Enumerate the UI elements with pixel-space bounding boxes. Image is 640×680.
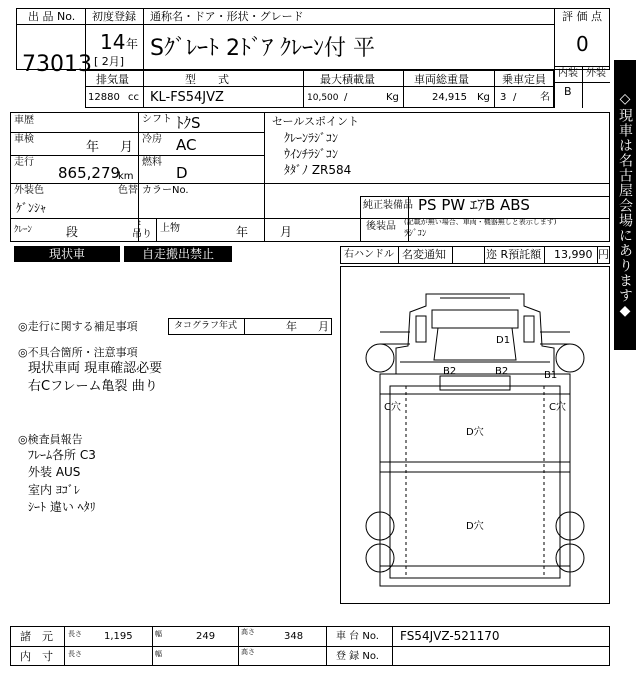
registration-label: 登 録 No.	[336, 651, 379, 662]
max-load-unit: Kg	[386, 92, 399, 103]
upper-label: 上物	[160, 223, 180, 234]
damage-b2-left: B2	[443, 366, 457, 377]
inner-dims-label: 内 寸	[20, 650, 53, 663]
deposit-value: 13,990	[554, 248, 593, 261]
current-status-badge: 現状車	[14, 246, 120, 262]
height-label: 高さ	[241, 628, 255, 636]
fuel-label: 燃料	[142, 157, 162, 168]
chassis-label: 車 台 No.	[336, 631, 379, 642]
displacement-label: 排気量	[96, 73, 129, 86]
width-label: 幅	[155, 630, 162, 638]
tachograph-month-unit: 月	[318, 320, 329, 333]
crane-ton-top: t	[138, 219, 141, 227]
color-value: ｹﾞﾝｼｬ	[16, 201, 47, 215]
inner-length-label: 長さ	[68, 650, 82, 658]
defect-1: 現状車両 現車確認必要	[28, 361, 163, 376]
history-label: 車歴	[14, 115, 34, 126]
inspector-line-3: 室内 ﾖｺﾞﾚ	[28, 483, 80, 497]
model-name: Sｸﾞﾚｰﾄ 2ﾄﾞｱ ｸﾚｰﾝ付 平	[150, 36, 375, 61]
damage-b1: B1	[544, 370, 558, 381]
right-handle-label: 右ハンドル	[344, 249, 394, 260]
lot-number: 73013	[22, 52, 92, 77]
max-load-value: 10,500	[307, 93, 339, 103]
aftermarket-value: ﾗｼﾞｺﾝ	[404, 229, 427, 239]
aftermarket-note: (記載が無い場合、車両・機器無しと表示します)	[404, 218, 557, 226]
capacity-unit: 名	[540, 92, 550, 103]
fuel-value: D	[176, 164, 188, 182]
ac-value: AC	[176, 136, 197, 154]
inspector-line-1: ﾌﾚｰﾑ各所 C3	[28, 448, 96, 462]
first-reg-label: 初度登録	[92, 10, 136, 23]
interior-label: 内装	[558, 68, 578, 79]
color-label: 外装色	[14, 185, 44, 196]
damage-d-upper: D穴	[466, 427, 484, 438]
exterior-label: 外装	[586, 68, 606, 79]
inner-width-label: 幅	[155, 650, 162, 658]
gross-weight-value: 24,915	[432, 92, 467, 103]
sales-point-1: ｸﾚｰﾝﾗｼﾞｺﾝ	[284, 131, 339, 145]
name-label: 通称名・ドア・形状・グレード	[150, 10, 304, 23]
tachograph-year-unit: 年	[286, 320, 297, 333]
upper-month-unit: 月	[280, 225, 293, 239]
crane-stage-unit: 段	[66, 225, 79, 239]
mileage-unit: km	[118, 171, 134, 182]
inspector-title: ◎検査員報告	[18, 433, 83, 446]
model-type-value: KL-FS54JVZ	[150, 90, 224, 105]
self-drive-prohibited-badge: 自走搬出禁止	[124, 246, 232, 262]
max-load-label: 最大積載量	[320, 73, 375, 86]
grade-label: 評 価 点	[562, 10, 602, 23]
displacement-value: 12880	[88, 92, 120, 103]
width-value: 249	[196, 631, 216, 642]
mileage-label: 走行	[14, 157, 34, 168]
length-value: 1,195	[104, 631, 133, 642]
interior-value: B	[564, 85, 572, 98]
color-no-label: 色替	[118, 185, 138, 196]
dims-label: 諸 元	[20, 630, 53, 643]
deposit-label: 迩 R預託額	[486, 248, 542, 261]
sales-point-3: ﾀﾀﾞﾉ ZR584	[284, 163, 352, 177]
damage-c-left: C穴	[384, 402, 401, 413]
crane-ton-bottom: 吊り	[132, 229, 152, 240]
inspector-line-2: 外装 AUS	[28, 465, 81, 479]
inspection-label: 車検	[14, 134, 34, 145]
tachograph-label: タコグラフ年式	[174, 321, 238, 331]
max-load-slash: /	[344, 92, 348, 103]
inner-height-label: 高さ	[241, 648, 255, 656]
damage-d-lower: D穴	[466, 521, 484, 532]
sales-point-label: セールスポイント	[272, 115, 360, 128]
color-code-label: カラーNo.	[142, 185, 189, 196]
gross-weight-label: 車両総重量	[414, 73, 469, 86]
inspection-year-unit: 年	[86, 140, 100, 155]
ac-label: 冷房	[142, 134, 162, 145]
upper-year-unit: 年	[236, 225, 249, 239]
first-reg-month: [ 2月]	[94, 55, 125, 68]
damage-b2-right: B2	[495, 366, 509, 377]
capacity-slash: /	[513, 92, 517, 103]
aftermarket-label: 後装品	[366, 221, 396, 232]
defects-title: ◎不具合箇所・注意事項	[18, 346, 138, 359]
name-change-label: 名変通知	[402, 248, 446, 261]
deposit-unit: 円	[598, 248, 609, 261]
inspection-month-unit: 月	[120, 140, 134, 155]
damage-c-right: C穴	[549, 402, 566, 413]
first-reg-year-unit: 年	[126, 37, 139, 51]
crane-label: ｸﾚｰﾝ	[14, 225, 33, 235]
first-reg-year: 14	[100, 30, 126, 54]
capacity-value: 3	[500, 92, 507, 103]
driving-notes-title: ◎走行に関する補足事項	[18, 320, 138, 333]
side-banner: ◇現車は名古屋会場にあります◆	[614, 60, 636, 350]
genuine-value: PS PW ｴｱB ABS	[418, 196, 530, 214]
genuine-label: 純正装備品	[363, 200, 413, 211]
model-type-label: 型 式	[185, 73, 229, 86]
height-value: 348	[284, 631, 304, 642]
chassis-value: FS54JVZ-521170	[400, 629, 500, 643]
shift-label: シフト	[142, 114, 172, 125]
shift-value: ﾄｸS	[176, 114, 201, 132]
damage-d1: D1	[496, 335, 511, 346]
length-label: 長さ	[68, 630, 82, 638]
lot-label: 出 品 No.	[28, 10, 76, 23]
sales-point-2: ｳｲﾝﾁﾗｼﾞｺﾝ	[284, 147, 339, 161]
inspector-line-4: ｼｰﾄ 違い ﾍﾀﾘ	[28, 500, 96, 514]
displacement-unit: cc	[128, 92, 139, 103]
mileage-value: 865,279	[58, 164, 121, 182]
grade-value: 0	[576, 32, 589, 56]
gross-weight-unit: Kg	[477, 92, 490, 103]
defect-2: 右Cフレーム亀裂 曲り	[28, 379, 158, 394]
capacity-label: 乗車定員	[502, 73, 546, 86]
